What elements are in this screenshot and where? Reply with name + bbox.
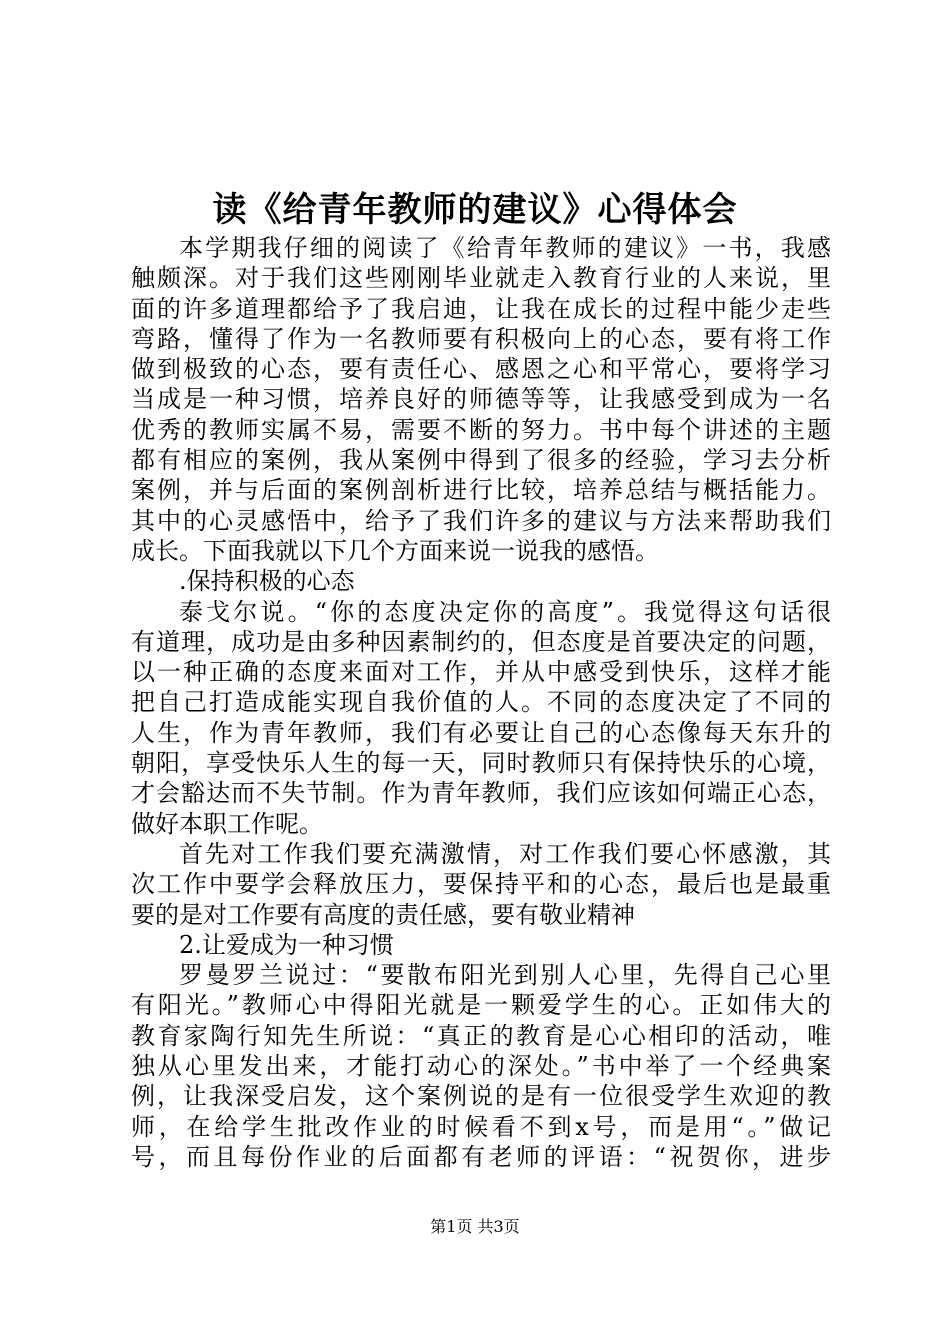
- text-line: 要的是对工作要有高度的责任感，要有敬业精神: [131, 900, 635, 929]
- text-line: 触颇深。对于我们这些刚刚毕业就走入教育行业的人来说，里: [131, 264, 831, 293]
- section-heading: .保持积极的心态: [179, 567, 355, 596]
- text-line: 教育家陶行知先生所说：“真正的教育是心心相印的活动，唯: [131, 1021, 831, 1050]
- text-line: 有道理，成功是由多种因素制约的，但态度是首要决定的问题，: [131, 627, 831, 656]
- text-line: 弯路，懂得了作为一名教师要有积极向上的心态，要有将工作: [131, 324, 831, 353]
- page-number-footer: 第1页 共3页: [430, 1217, 520, 1236]
- text-line: 有阳光。”教师心中得阳光就是一颗爱学生的心。正如伟大的: [131, 991, 831, 1020]
- text-line: 面的许多道理都给予了我启迪，让我在成长的过程中能少走些: [131, 294, 831, 323]
- text-line: 当成是一种习惯，培养良好的师德等等，让我感受到成为一名: [131, 385, 831, 414]
- text-line: 其中的心灵感悟中，给予了我们许多的建议与方法来帮助我们: [131, 506, 831, 535]
- text-line: 成长。下面我就以下几个方面来说一说我的感悟。: [131, 536, 659, 565]
- text-line: 才会豁达而不失节制。作为青年教师，我们应该如何端正心态，: [131, 779, 831, 808]
- text-line: 泰戈尔说。“你的态度决定你的高度”。我觉得这句话很: [179, 597, 831, 626]
- text-line: 罗曼罗兰说过：“要散布阳光到别人心里，先得自己心里: [179, 961, 831, 990]
- text-line: 案例，并与后面的案例剖析进行比较，培养总结与概括能力。: [131, 476, 831, 505]
- text-line: 以一种正确的态度来面对工作，并从中感受到快乐，这样才能: [131, 658, 831, 687]
- text-line: 号，而且每份作业的后面都有老师的评语：“祝贺你，进步: [131, 1142, 831, 1171]
- text-line: 做好本职工作呢。: [131, 809, 323, 838]
- text-line: 本学期我仔细的阅读了《给青年教师的建议》一书，我感: [179, 234, 831, 262]
- text-line: 例，让我深受启发，这个案例说的是有一位很受学生欢迎的教: [131, 1082, 831, 1111]
- text-line: 都有相应的案例，我从案例中得到了很多的经验，学习去分析: [131, 446, 831, 475]
- text-line: 人生，作为青年教师，我们有必要让自己的心态像每天东升的: [131, 718, 831, 747]
- text-line: 师，在给学生批改作业的时候看不到x号，而是用“。”做记: [131, 1112, 831, 1141]
- text-line: 次工作中要学会释放压力，要保持平和的心态，最后也是最重: [131, 870, 831, 899]
- text-line: 首先对工作我们要充满激情，对工作我们要心怀感激，其: [179, 839, 831, 868]
- document-title: 读《给青年教师的建议》心得体会: [212, 190, 738, 230]
- text-line: 把自己打造成能实现自我价值的人。不同的态度决定了不同的: [131, 688, 831, 717]
- section-heading: 2.让爱成为一种习惯: [179, 930, 394, 959]
- text-line: 独从心里发出来，才能打动心的深处。”书中举了一个经典案: [131, 1052, 831, 1081]
- text-line: 优秀的教师实属不易，需要不断的努力。书中每个讲述的主题: [131, 415, 831, 444]
- document-body: [131, 233, 831, 1172]
- text-line: 做到极致的心态，要有责任心、感恩之心和平常心，要将学习: [131, 355, 831, 384]
- text-line: 朝阳，享受快乐人生的每一天，同时教师只有保持快乐的心境，: [131, 749, 831, 778]
